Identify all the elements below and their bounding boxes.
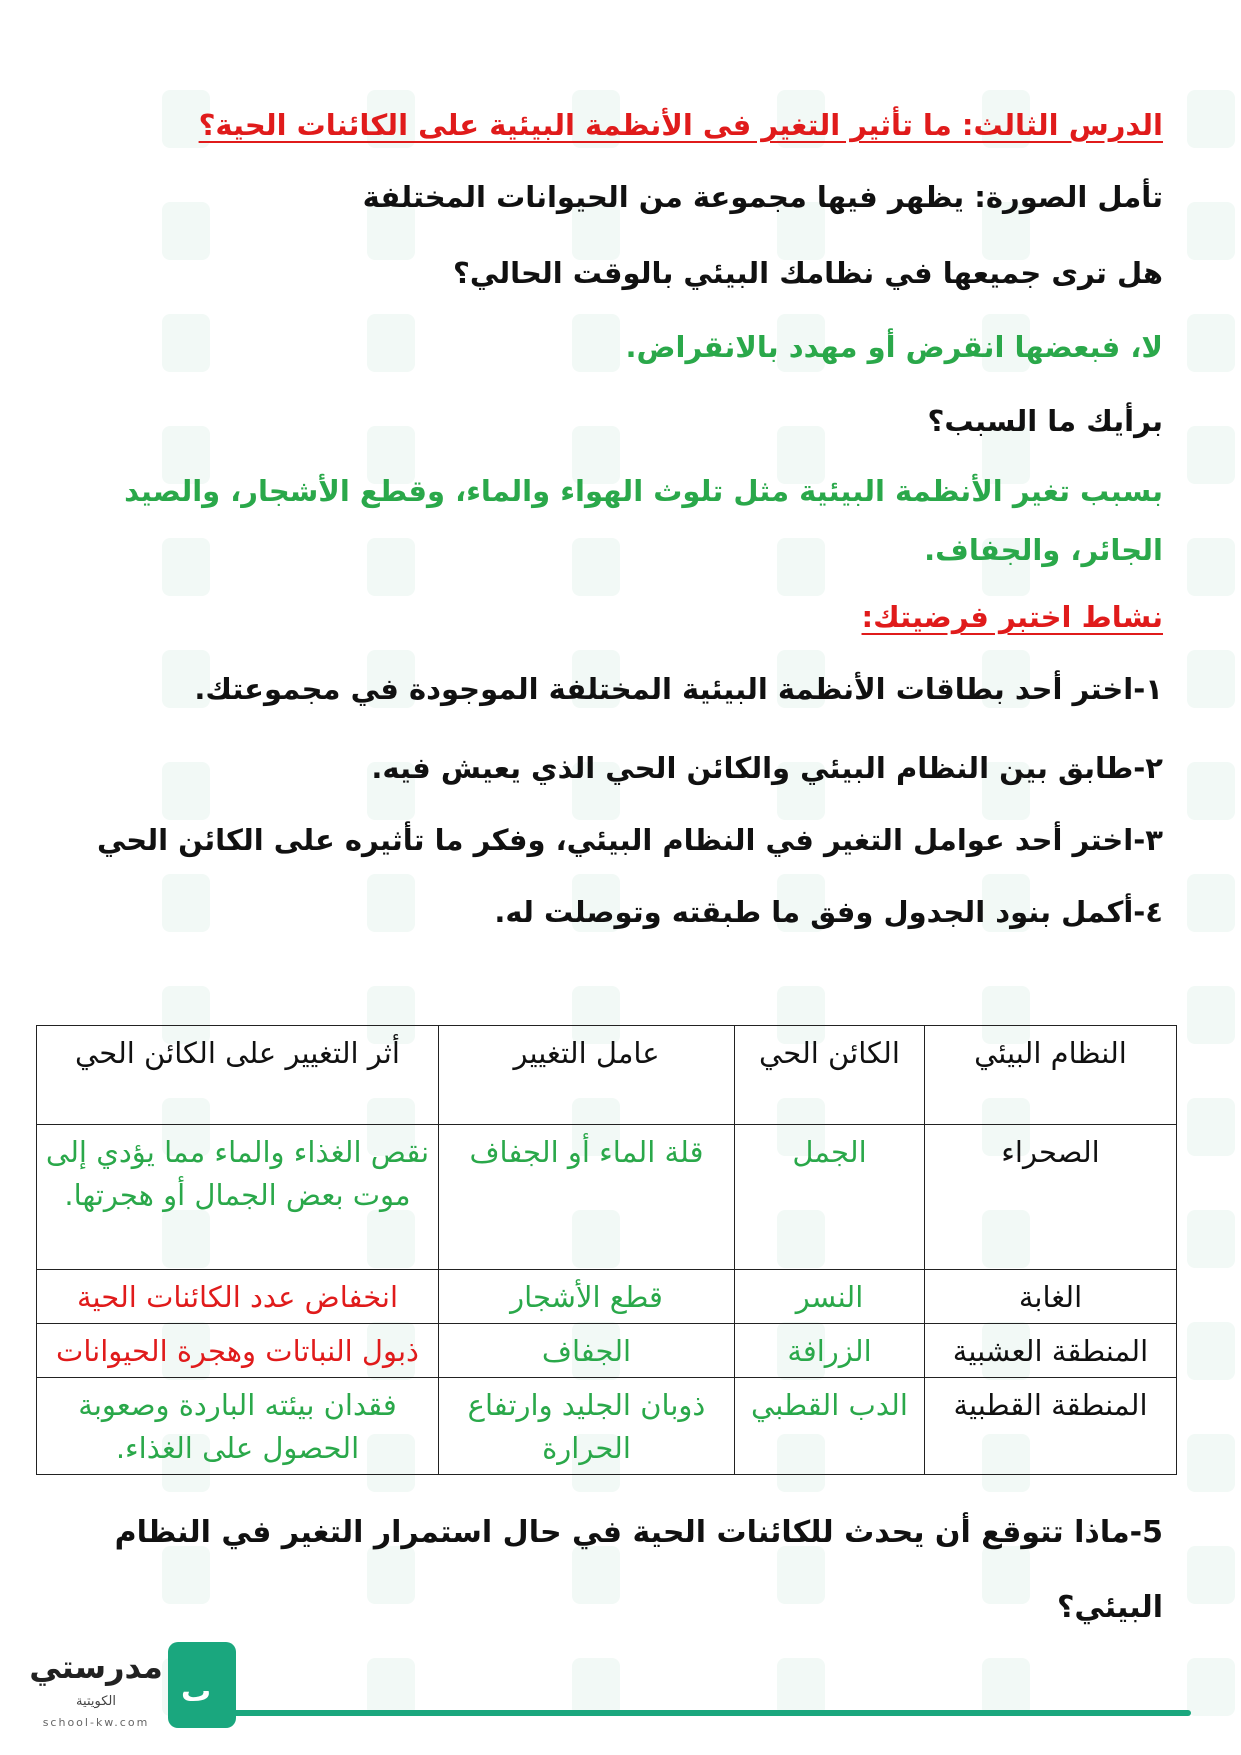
- header-change-factor: عامل التغيير: [439, 1026, 735, 1125]
- watermark-book-icon: [367, 1546, 415, 1604]
- watermark-tile: [30, 90, 210, 150]
- watermark-book-icon: [1187, 1210, 1235, 1268]
- cell-change-factor: الجفاف: [439, 1324, 735, 1378]
- watermark-book-icon: [1187, 1098, 1235, 1156]
- watermark-tile: [235, 538, 415, 598]
- table-header-row: [37, 1026, 1177, 1125]
- logo-url: school-kw.com: [42, 1716, 150, 1729]
- watermark-book-icon: [777, 538, 825, 596]
- watermark-tile: [235, 1546, 415, 1606]
- watermark-book-icon: [1187, 1434, 1235, 1492]
- watermark-book-icon: [777, 1546, 825, 1604]
- watermark-book-icon: [1187, 538, 1235, 596]
- cell-organism: الزرافة: [735, 1324, 925, 1378]
- watermark-tile: [440, 314, 620, 374]
- watermark-book-icon: [1187, 90, 1235, 148]
- watermark-tile: [235, 314, 415, 374]
- header-ecosystem: النظام البيئي: [925, 1026, 1177, 1125]
- watermark-book-icon: [1187, 314, 1235, 372]
- cell-ecosystem: المنطقة القطبية: [925, 1378, 1177, 1475]
- watermark-book-icon: [1187, 1546, 1235, 1604]
- table-row: [37, 1378, 1177, 1475]
- watermark-tile: [645, 1546, 825, 1606]
- answer-2-line-2: الجائر، والجفاف.: [924, 533, 1163, 567]
- watermark-tile: [30, 202, 210, 262]
- watermark-book-icon: [1187, 762, 1235, 820]
- watermark-tile: [440, 538, 620, 598]
- cell-ecosystem: الصحراء: [925, 1125, 1177, 1270]
- question-5-line-2: البيئي؟: [1056, 1590, 1163, 1625]
- watermark-tile: [235, 1658, 415, 1718]
- logo-smile-icon: ٮ: [181, 1674, 212, 1709]
- watermark-book-icon: [982, 1658, 1030, 1716]
- header-organism: الكائن الحي: [735, 1026, 925, 1125]
- watermark-book-icon: [162, 538, 210, 596]
- answer-1: لا، فبعضها انقرض أو مهدد بالانقراض.: [625, 330, 1163, 364]
- question-5-line-1: 5-ماذا تتوقع أن يحدث للكائنات الحية في حال استمرار التغير في النظام: [114, 1515, 1163, 1550]
- cell-change-effect: فقدان بيئته الباردة وصعوبة الحصول على الغذاء.: [37, 1378, 439, 1475]
- watermark-book-icon: [777, 1658, 825, 1716]
- watermark-book-icon: [162, 1546, 210, 1604]
- logo-subtitle: الكويتية: [76, 1694, 116, 1709]
- watermark-tile: [30, 762, 210, 822]
- watermark-tile: [440, 1658, 620, 1718]
- watermark-tile: [645, 1658, 825, 1718]
- activity-step-4: ٤-أكمل بنود الجدول وفق ما طبقته وتوصلت له.: [494, 895, 1163, 929]
- table-row: [37, 1270, 1177, 1324]
- cell-change-factor: ذوبان الجليد وارتفاع الحرارة: [439, 1378, 735, 1475]
- answer-2-line-1: بسبب تغير الأنظمة البيئية مثل تلوث الهواء والماء، وقطع الأشجار، والصيد: [124, 474, 1163, 508]
- logo-name: مدرستي: [29, 1648, 163, 1686]
- watermark-tile: [30, 314, 210, 374]
- watermark-book-icon: [162, 874, 210, 932]
- watermark-book-icon: [572, 1546, 620, 1604]
- watermark-book-icon: [1187, 1658, 1235, 1716]
- cell-organism: النسر: [735, 1270, 925, 1324]
- activity-title: نشاط اختبر فرضيتك:: [861, 600, 1163, 634]
- watermark-book-icon: [572, 538, 620, 596]
- activity-step-1: ١-اختر أحد بطاقات الأنظمة البيئية المختلفة الموجودة في مجموعتك.: [194, 672, 1163, 706]
- watermark-book-icon: [367, 1658, 415, 1716]
- watermark-tile: [30, 538, 210, 598]
- watermark-book-icon: [1187, 650, 1235, 708]
- question-1: هل ترى جميعها في نظامك البيئي بالوقت الحالي؟: [453, 256, 1163, 290]
- cell-change-factor: قطع الأشجار: [439, 1270, 735, 1324]
- watermark-book-icon: [162, 314, 210, 372]
- watermark-book-icon: [1187, 426, 1235, 484]
- watermark-tile: [30, 874, 210, 934]
- cell-organism: الجمل: [735, 1125, 925, 1270]
- header-change-effect: أثر التغيير على الكائن الحي: [37, 1026, 439, 1125]
- site-logo: [26, 1638, 216, 1738]
- watermark-book-icon: [1187, 202, 1235, 260]
- watermark-tile: [235, 874, 415, 934]
- cell-change-effect: ذبول النباتات وهجرة الحيوانات: [37, 1324, 439, 1378]
- watermark-book-icon: [1187, 874, 1235, 932]
- watermark-tile: [440, 1546, 620, 1606]
- watermark-book-icon: [1187, 986, 1235, 1044]
- watermark-tile: [30, 1546, 210, 1606]
- watermark-book-icon: [1187, 1322, 1235, 1380]
- observe-instruction: تأمل الصورة: يظهر فيها مجموعة من الحيوانات المختلفة: [362, 180, 1163, 214]
- ecosystem-table: [36, 1025, 1177, 1475]
- activity-step-2: ٢-طابق بين النظام البيئي والكائن الحي الذي يعيش فيه.: [371, 751, 1163, 785]
- cell-change-effect: نقص الغذاء والماء مما يؤدي إلى موت بعض الجمال أو هجرتها.: [37, 1125, 439, 1270]
- table-row: [37, 1324, 1177, 1378]
- cell-ecosystem: المنطقة العشبية: [925, 1324, 1177, 1378]
- watermark-book-icon: [367, 314, 415, 372]
- watermark-book-icon: [982, 1546, 1030, 1604]
- watermark-book-icon: [367, 538, 415, 596]
- watermark-tile: [30, 650, 210, 710]
- watermark-tile: [850, 1658, 1030, 1718]
- watermark-book-icon: [367, 874, 415, 932]
- footer-divider: [225, 1710, 1191, 1716]
- watermark-tile: [850, 1546, 1030, 1606]
- cell-ecosystem: الغابة: [925, 1270, 1177, 1324]
- table-row: [37, 1125, 1177, 1270]
- cell-change-factor: قلة الماء أو الجفاف: [439, 1125, 735, 1270]
- watermark-tile: [1055, 1658, 1235, 1718]
- watermark-tile: [645, 538, 825, 598]
- question-2: برأيك ما السبب؟: [927, 404, 1163, 438]
- watermark-book-icon: [162, 762, 210, 820]
- activity-step-3: ٣-اختر أحد عوامل التغير في النظام البيئي، وفكر ما تأثيره على الكائن الحي: [96, 823, 1163, 857]
- cell-change-effect: انخفاض عدد الكائنات الحية: [37, 1270, 439, 1324]
- lesson-title: الدرس الثالث: ما تأثير التغير فى الأنظمة البيئية على الكائنات الحية؟: [198, 108, 1163, 142]
- watermark-book-icon: [572, 314, 620, 372]
- cell-organism: الدب القطبي: [735, 1378, 925, 1475]
- watermark-book-icon: [162, 202, 210, 260]
- watermark-book-icon: [572, 1658, 620, 1716]
